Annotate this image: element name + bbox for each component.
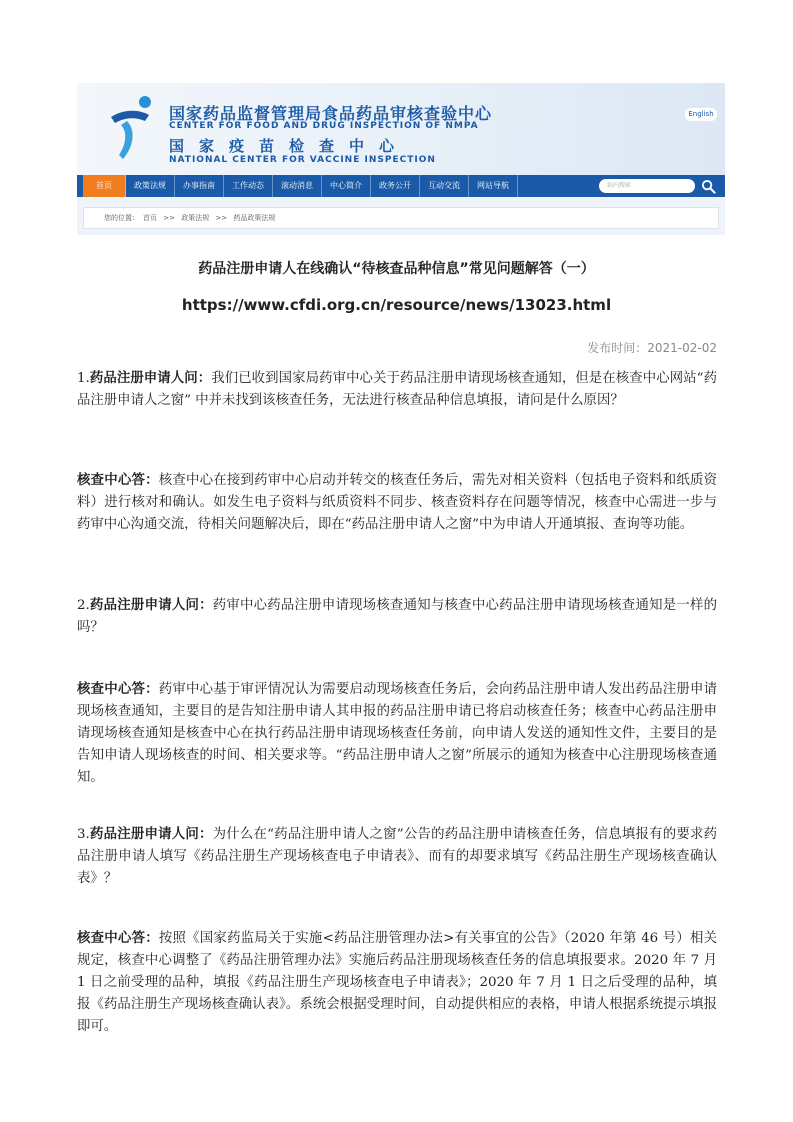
breadcrumb-home[interactable]: 首页 [143,214,157,222]
breadcrumb-level2[interactable]: 药品政策法规 [233,214,276,222]
article-title: 药品注册申请人在线确认“待核查品种信息”常见问题解答（一） [198,261,595,277]
question-number: 3. [77,827,90,842]
question-1 [77,368,717,412]
nav-work-news[interactable]: 工作动态 [224,175,273,197]
breadcrumb-separator: >> [215,214,228,222]
answer-1 [77,470,717,536]
breadcrumb-level1[interactable]: 政策法规 [181,214,210,222]
question-label: 药品注册申请人问： [89,371,212,386]
question-2 [77,595,717,639]
nav-rolling-news[interactable]: 滚动消息 [273,175,322,197]
search-icon[interactable] [701,179,716,194]
question-text: 我们已收到国家局药审中心关于药品注册申请现场核查通知，但是在核查中心网站“药品注册申请人之窗” 中并未找到该核查任务，无法进行核查品种信息填报，请问是什么原因？ [77,371,717,408]
publish-date: 发布时间：2021-02-02 [587,341,717,355]
answer-text: 药审中心基于审评情况认为需要启动现场核查任务后，会向药品注册申请人发出药品注册申请现场核查通知，主要目的是告知注册申请人其申报的药品注册申请已将启动核查任务；核查中心药品注册申请现场核查通知是核查中心在执行药品注册申请现场核查任务前，向申请人发送的通知性文件，主要目的是告知申请人现场核查的时间、相关要求等。“药品注册申请人之窗”所展示的通知为核查中心注册现场核查通知。 [77,682,717,785]
answer-2 [77,679,717,789]
english-button[interactable]: English [685,108,717,121]
nav-interaction[interactable]: 互动交流 [420,175,469,197]
question-3 [77,824,717,890]
question-label: 药品注册申请人问： [89,827,213,842]
org-name-cn: 国家药品监督管理局食品药品审核查验中心 [169,104,493,123]
answer-text: 按照《国家药监局关于实施<药品注册管理办法>有关事宜的公告》（2020 年第 46 号）相关规定，核查中心调整了《药品注册管理办法》实施后药品注册现场核查任务的信息填报要求。2020 年 7 月 1 日之前受理的品种，填报《药品注册生产现场核查电子申请表》；2020 年 7 月 1 日之后受理的品种，填报《药品注册生产现场核查确认表》。系统会根据受理时间，自动提供相应的表格，申请人根据系统提示填报即可。 [77,931,717,1034]
answer-label: 核查中心答： [77,682,159,697]
answer-label: 核查中心答： [77,931,159,946]
question-label: 药品注册申请人问： [89,598,213,613]
question-number: 2. [77,598,90,613]
breadcrumb [83,207,719,229]
nav-sitemap[interactable]: 网站导航 [469,175,518,197]
question-text: 为什么在“药品注册申请人之窗”公告的药品注册申请核查任务，信息填报有的要求药品注册申请人填写《药品注册生产现场核查电子申请表》、而有的却要求填写《药品注册生产现场核查确认表》？ [77,827,717,886]
answer-text: 核查中心在接到药审中心启动并转交的核查任务后，需先对相关资料（包括电子资料和纸质资料）进行核对和确认。如发生电子资料与纸质资料不同步、核查资料存在问题等情况，核查中心需进一步与药审中心沟通交流，待相关问题解决后，即在“药品注册申请人之窗”中为申请人开通填报、查询等功能。 [77,473,717,532]
nav-home[interactable]: 首页 [83,175,126,197]
breadcrumb-separator: >> [163,214,175,222]
site-banner [77,83,725,235]
nav-guide[interactable]: 办事指南 [175,175,224,197]
nav-about[interactable]: 中心简介 [322,175,371,197]
question-text: 药审中心药品注册申请现场核查通知与核查中心药品注册申请现场核查通知是一样的吗？ [77,598,718,635]
cfdi-logo-icon[interactable] [105,95,157,163]
vaccine-center-cn: 国家疫苗检查中心 [169,137,410,155]
article-url[interactable]: https://www.cfdi.org.cn/resource/news/13023.html [181,296,612,314]
nav-gov-info[interactable]: 政务公开 [371,175,420,197]
search-input[interactable]: 站内搜索 [599,179,695,193]
vaccine-center-en: NATIONAL CENTER FOR VACCINE INSPECTION [169,155,436,165]
nav-policy[interactable]: 政策法规 [126,175,175,197]
breadcrumb-prefix: 您的位置： [104,214,139,222]
org-name-en: CENTER FOR FOOD AND DRUG INSPECTION OF NMPA [169,121,479,131]
answer-label: 核查中心答： [77,473,159,488]
question-number: 1. [77,371,90,386]
answer-3 [77,928,717,1038]
